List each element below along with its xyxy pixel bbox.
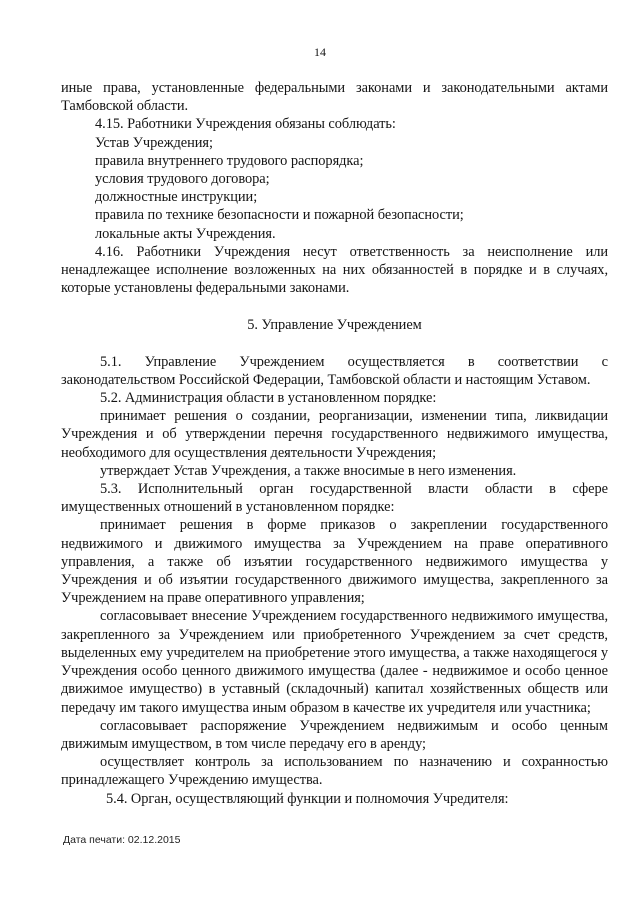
paragraph: 5.2. Администрация области в установленном порядке:	[100, 390, 437, 407]
paragraph: согласовывает распоряжение Учреждением недвижимым и особо ценным движимым имуществом, в том числе передачу его в аренду;	[61, 717, 608, 752]
page-number: 14	[314, 45, 326, 59]
paragraph: 4.15. Работники Учреждения обязаны соблюдать:	[95, 116, 396, 133]
document-body	[61, 79, 608, 808]
paragraph: правила внутреннего трудового распорядка;	[95, 152, 364, 169]
paragraph: Устав Учреждения;	[95, 134, 213, 151]
paragraph: 4.16. Работники Учреждения несут ответственность за неисполнение или ненадлежащее исполнение возложенных на них обязанностей в порядке и в случаях, которые установлены федеральными законами.	[61, 243, 608, 297]
paragraph: утверждает Устав Учреждения, а также вносимые в него изменения.	[100, 462, 517, 479]
print-date: Дата печати: 02.12.2015	[63, 834, 181, 846]
paragraph: должностные инструкции;	[95, 189, 258, 206]
paragraph: условия трудового договора;	[95, 171, 270, 188]
paragraph: иные права, установленные федеральными законами и законодательными актами Тамбовской области.	[61, 80, 608, 115]
paragraph: осуществляет контроль за использованием по назначению и сохранностью принадлежащего Учреждению имущества.	[61, 754, 608, 789]
paragraph: 5.4. Орган, осуществляющий функции и полномочия Учредителя:	[106, 790, 509, 807]
paragraph: принимает решения о создании, реорганизации, изменении типа, ликвидации Учреждения и об утверждении перечня государственного недвижимого имущества, необходимого для осуществления деятельности Учреждения;	[61, 408, 608, 461]
paragraph: 5.3. Исполнительный орган государственной власти области в сфере имущественных отношений в установленном порядке:	[61, 481, 608, 516]
paragraph: принимает решения в форме приказов о закреплении государственного недвижимого и движимого имущества за Учреждением на праве оперативного управления, а также об изъятии государственного недвижимого имущества у Учреждения и об изъятии государственного движимого имущества, закрепленного за Учреждением на праве оперативного управления;	[61, 517, 608, 607]
paragraphs-after-section	[61, 353, 608, 808]
paragraph: 5.1. Управление Учреждением осуществляется в соответствии с законодательством Российской Федерации, Тамбовской области и настоящим Уставом.	[61, 353, 608, 388]
paragraph: правила по технике безопасности и пожарной безопасности;	[95, 207, 464, 224]
section-heading: 5. Управление Учреждением	[247, 317, 422, 334]
paragraphs-before-section	[61, 79, 608, 297]
paragraph: согласовывает внесение Учреждением государственного недвижимого имущества, закрепленного за Учреждением или приобретенного Учреждением за счет средств, выделенных ему учредителем на приобретение этого имущества, а также находящегося у Учреждения особо ценного движимого имущества (далее - недвижимое и особо ценное движимое имущество) в уставный (складочный) капитал хозяйственных обществ или передачу им такого имущества иным образом в качестве их учредителя или участника;	[61, 608, 608, 716]
paragraph: локальные акты Учреждения.	[95, 225, 276, 242]
